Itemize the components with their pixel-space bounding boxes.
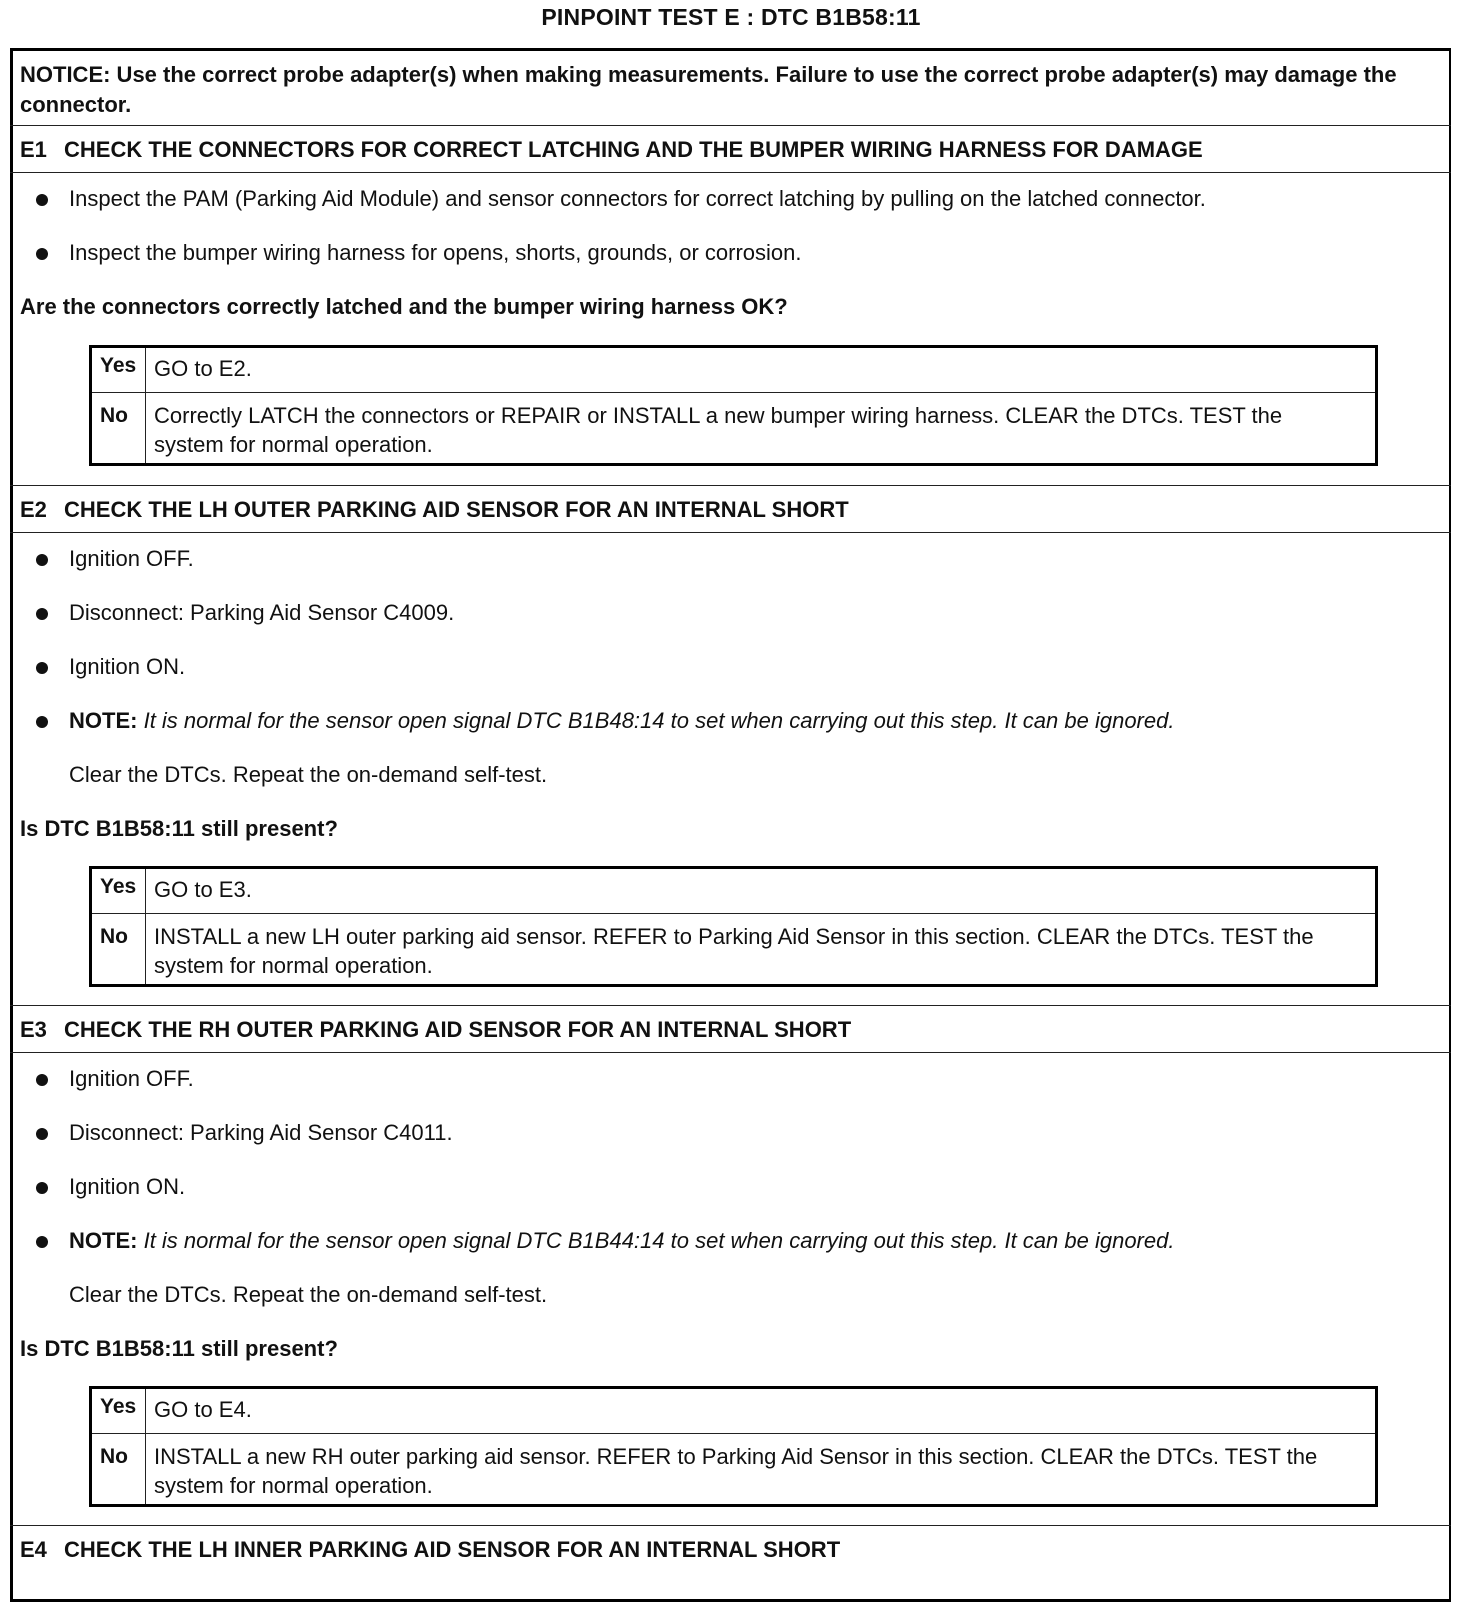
- bullet-icon: [36, 1074, 48, 1086]
- yes-label: Yes: [100, 354, 137, 377]
- step-id: E4: [20, 1537, 47, 1562]
- note-text: It is normal for the sensor open signal DTC B1B48:14 to set when carrying out this step. It can be ignored.: [143, 708, 1175, 733]
- divider: [10, 172, 1451, 173]
- bullet-icon: [36, 608, 48, 620]
- step-question: Is DTC B1B58:11 still present?: [20, 1336, 338, 1361]
- step-heading-e1: [20, 137, 1203, 163]
- step-id: E3: [20, 1017, 47, 1042]
- divider: [10, 532, 1451, 533]
- bullet-icon: [36, 554, 48, 566]
- no-label: No: [100, 404, 128, 427]
- step-title: CHECK THE LH OUTER PARKING AID SENSOR FOR AN INTERNAL SHORT: [64, 497, 849, 522]
- instruction-text: Clear the DTCs. Repeat the on-demand self-test.: [69, 1282, 548, 1307]
- page-title: PINPOINT TEST E : DTC B1B58:11: [541, 4, 921, 30]
- bullet-icon: [36, 716, 48, 728]
- step-question: Is DTC B1B58:11 still present?: [20, 816, 338, 841]
- divider: [92, 392, 1375, 393]
- no-label: No: [100, 925, 128, 948]
- bullet-icon: [36, 1236, 48, 1248]
- bullet-icon: [36, 1182, 48, 1194]
- yes-action: GO to E4.: [154, 1397, 252, 1422]
- yes-no-table: [89, 1386, 1378, 1507]
- divider: [10, 1005, 1451, 1006]
- bullet-icon: [36, 194, 48, 206]
- yes-action: GO to E2.: [154, 356, 252, 381]
- divider: [10, 1525, 1451, 1526]
- step-heading-e2: [20, 497, 849, 523]
- notice-text: NOTICE: Use the correct probe adapter(s) when making measurements. Failure to use the correct probe adapter(s) may damage the connector.: [20, 62, 1397, 117]
- yes-action: GO to E3.: [154, 877, 252, 902]
- step-id: E1: [20, 137, 47, 162]
- yes-label: Yes: [100, 875, 137, 898]
- step-heading-e3: [20, 1017, 851, 1043]
- bullet-icon: [36, 1128, 48, 1140]
- divider: [10, 485, 1451, 486]
- divider: [92, 1433, 1375, 1434]
- bullet-icon: [36, 662, 48, 674]
- no-action: INSTALL a new LH outer parking aid sensor. REFER to Parking Aid Sensor in this section. CLEAR the DTCs. TEST the system for normal operation.: [154, 924, 1314, 978]
- bullet-icon: [36, 248, 48, 260]
- step-heading-e4: [20, 1537, 840, 1563]
- divider: [10, 125, 1451, 126]
- note-text: It is normal for the sensor open signal DTC B1B44:14 to set when carrying out this step. It can be ignored.: [143, 1228, 1175, 1253]
- divider: [10, 1052, 1451, 1053]
- instruction-text: Clear the DTCs. Repeat the on-demand self-test.: [69, 762, 548, 787]
- divider: [92, 913, 1375, 914]
- step-title: CHECK THE LH INNER PARKING AID SENSOR FOR AN INTERNAL SHORT: [64, 1537, 841, 1562]
- step-title: CHECK THE RH OUTER PARKING AID SENSOR FOR AN INTERNAL SHORT: [64, 1017, 852, 1042]
- no-label: No: [100, 1445, 128, 1468]
- yes-no-table: [89, 345, 1378, 466]
- no-action: INSTALL a new RH outer parking aid sensor. REFER to Parking Aid Sensor in this section. CLEAR the DTCs. TEST the system for normal operation.: [154, 1444, 1318, 1498]
- step-id: E2: [20, 497, 47, 522]
- yes-no-table: [89, 866, 1378, 987]
- step-title: CHECK THE CONNECTORS FOR CORRECT LATCHING AND THE BUMPER WIRING HARNESS FOR DAMAGE: [64, 137, 1203, 162]
- no-action: Correctly LATCH the connectors or REPAIR or INSTALL a new bumper wiring harness. CLEAR the DTCs. TEST the system for normal operation.: [154, 403, 1283, 457]
- note-label: NOTE:: [69, 1228, 138, 1253]
- yes-label: Yes: [100, 1395, 137, 1418]
- step-question: Are the connectors correctly latched and the bumper wiring harness OK?: [20, 294, 788, 319]
- note-label: NOTE:: [69, 708, 138, 733]
